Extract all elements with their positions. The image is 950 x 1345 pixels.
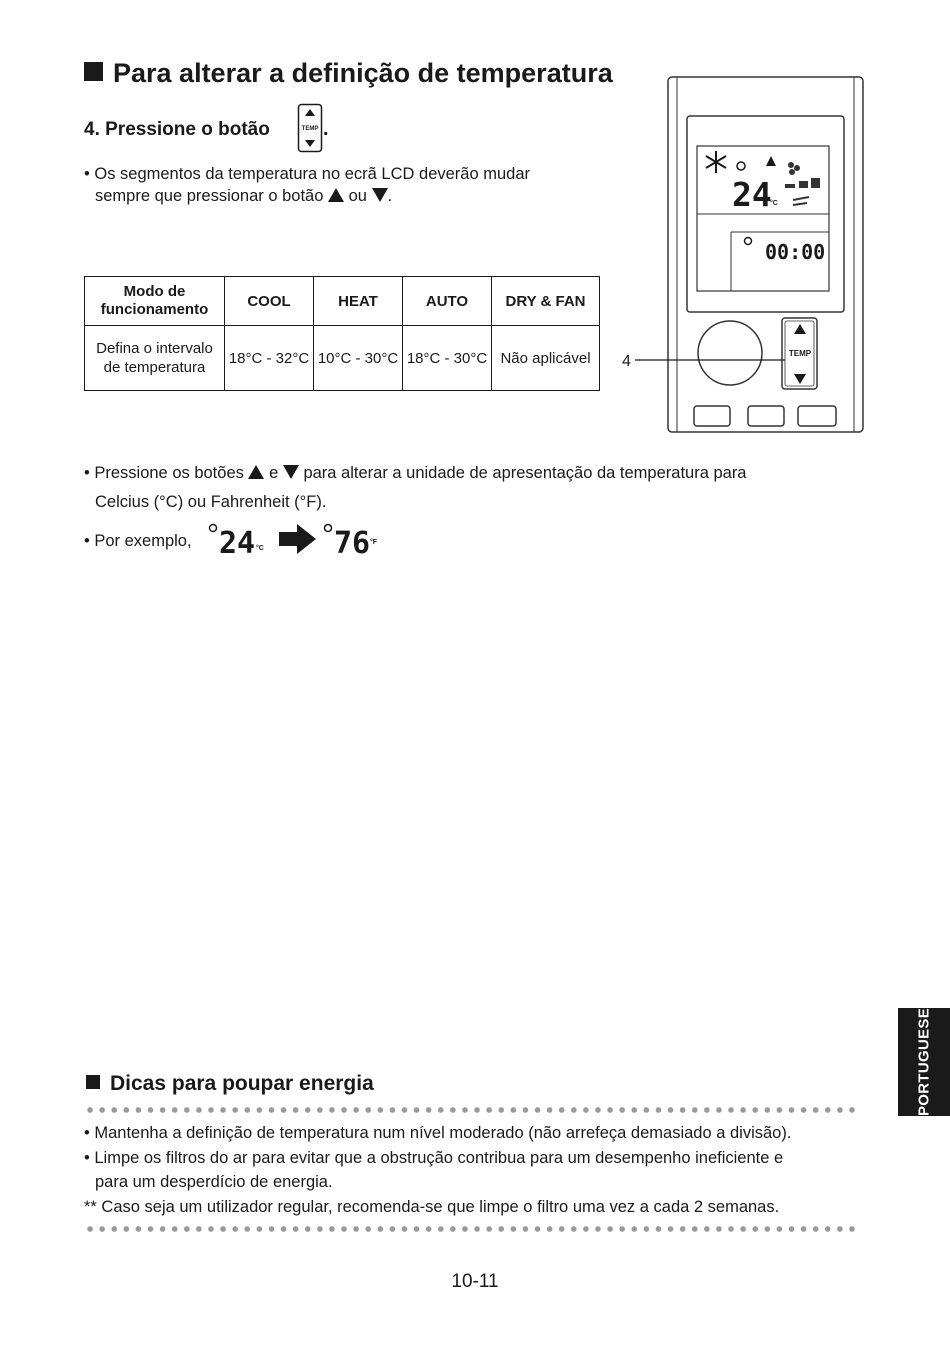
example-celsius-value: 24 (219, 526, 256, 558)
example-celsius-unit: °C (256, 545, 264, 552)
table-cell: 10°C - 30°C (314, 326, 403, 391)
example-fahrenheit-unit: °F (370, 539, 378, 546)
right-arrow-icon (279, 524, 316, 554)
energy-tips (84, 1121, 874, 1219)
up-arrow-icon (248, 465, 264, 479)
bullet-change-unit: • Pressione os botões e para alterar a unidade de apresentação da temperatura para Celcius (°C) ou Fahrenheit (°F). (84, 464, 747, 511)
table-row (85, 326, 600, 391)
temp-button-icon (297, 103, 323, 153)
bottom-button (694, 406, 730, 426)
table-cell: Não aplicável (492, 326, 600, 391)
dotted-divider (84, 1107, 856, 1113)
language-tab: PORTUGUESE (898, 1008, 950, 1116)
bullet-lcd-segments: • Os segmentos da temperatura no ecrã LCD deverão mudar sempre que pressionar o botão ou . (84, 165, 530, 205)
tip-item: • Mantenha a definição de temperatura num nível moderado (não arrefeça demasiado a divisão). (84, 1124, 792, 1142)
up-arrow-icon (328, 188, 344, 202)
mode-indicator-icon (325, 525, 332, 532)
bottom-button (748, 406, 784, 426)
example-fahrenheit-value: 76 (334, 526, 371, 558)
callout-number: 4 (622, 353, 631, 370)
table-header-cell: HEAT (314, 277, 403, 326)
section-title-temperature: Para alterar a definição de temperatura (84, 58, 613, 89)
fan-level-bar (811, 178, 820, 188)
table-header-cell: COOL (225, 277, 314, 326)
mode-indicator-icon (210, 525, 217, 532)
bullet-example: • Por exemplo, (84, 532, 192, 550)
step-period: . (323, 118, 329, 140)
fan-level-bar (785, 184, 795, 188)
unit-conversion-example (206, 520, 386, 558)
section-title-energy: Dicas para poupar energia (86, 1072, 374, 1096)
bottom-button (798, 406, 836, 426)
lcd-unit: °C (770, 200, 778, 207)
remote-control-illustration (615, 70, 870, 438)
page-number: 10-11 (451, 1271, 499, 1292)
dotted-divider (84, 1226, 856, 1232)
svg-text:TEMP: TEMP (301, 126, 319, 132)
down-arrow-icon (283, 465, 299, 479)
table-header-cell: Modo de funcionamento (85, 277, 225, 326)
table-cell: Defina o intervalo de temperatura (85, 326, 225, 391)
square-bullet-icon (86, 1075, 100, 1089)
step-4-heading: 4. Pressione o botão (84, 119, 270, 140)
table-header-cell: DRY & FAN (492, 277, 600, 326)
mode-temperature-table (84, 276, 600, 391)
table-cell: 18°C - 32°C (225, 326, 314, 391)
fan-level-bar (799, 181, 808, 188)
svg-text:TEMP: TEMP (788, 349, 812, 358)
round-button (698, 321, 762, 385)
tip-note: ** Caso seja um utilizador regular, recomenda-se que limpe o filtro uma vez a cada 2 semanas. (84, 1197, 780, 1216)
square-bullet-icon (84, 62, 103, 81)
tip-item-continuation: para um desperdício de energia. (95, 1173, 333, 1191)
table-cell: 18°C - 30°C (403, 326, 492, 391)
lcd-time: 00:00 (765, 240, 826, 264)
lcd-temperature: 24 (732, 175, 772, 214)
table-header-row (85, 277, 600, 326)
down-arrow-icon (372, 188, 388, 202)
table-header-cell: AUTO (403, 277, 492, 326)
tip-item: • Limpe os filtros do ar para evitar que a obstrução contribua para um desempenho ineficiente e (84, 1148, 784, 1167)
